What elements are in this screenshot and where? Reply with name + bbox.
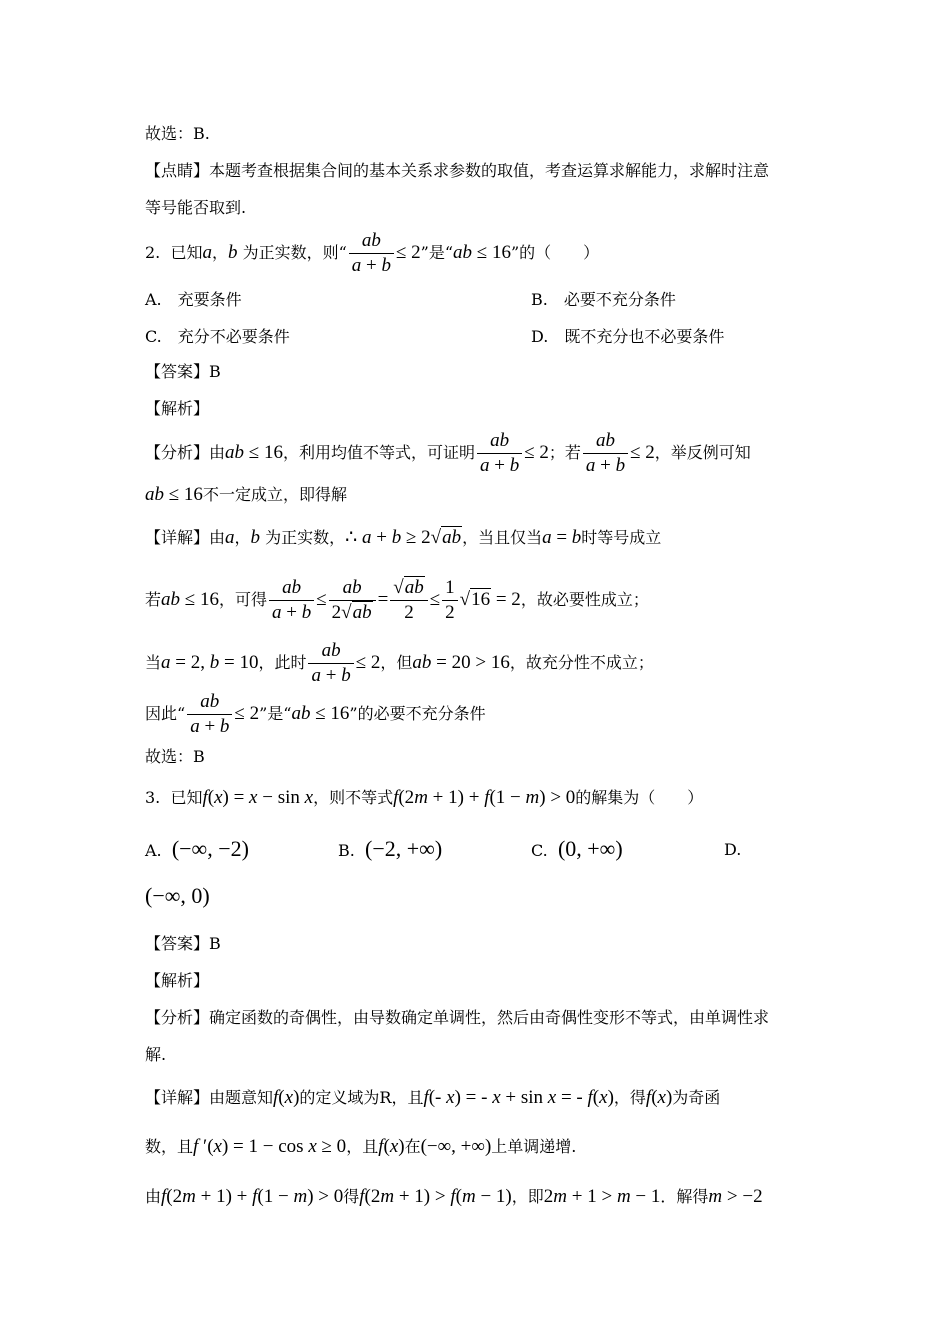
analysis-line: 【分析】确定函数的奇偶性，由导数确定单调性，然后由奇偶性变形不等式，由单调性求	[145, 1008, 770, 1027]
option-d: D. 既不充分也不必要条件	[531, 327, 725, 346]
option-d-value: (−∞, 0)	[145, 883, 210, 908]
detail-line: 【详解】由题意知f(x)的定义域为R，且f(- x) = - x + sin x = - f(x)，得f(x)为奇函	[145, 1087, 721, 1108]
detail-line: 当a = 2, b = 10，此时 $\frac{ab}{a + b}$ ≤ 2，但ab = 20 > 16，故充分性不成立；	[145, 640, 654, 686]
option-d: D.	[724, 840, 742, 859]
text-line: 【点睛】本题考查根据集合间的基本关系求参数的取值，考查运算求解能力，求解时注意	[145, 161, 770, 180]
text-line: 故选：B	[145, 747, 205, 766]
analysis-line: 【分析】由ab ≤ 16，利用均值不等式，可证明 $\frac{ab}{a + b}$ ≤ 2；若 $\frac{ab}{a + b}$ ≤ 2，举反例可知	[145, 430, 751, 476]
analysis-line: 解.	[145, 1045, 167, 1064]
option-a: A. (−∞, −2)	[145, 836, 249, 861]
detail-line: 因此“ $\frac{ab}{a + b}$ ≤ 2”是“ab ≤ 16”的必要不充分条件	[145, 691, 486, 737]
analysis-line: ab ≤ 16不一定成立，即得解	[145, 484, 347, 505]
option-a: A. 充要条件	[145, 290, 242, 309]
option-c: C. 充分不必要条件	[145, 327, 290, 346]
text-line: 等号能否取到.	[145, 198, 247, 217]
option-b: B. (−2, +∞)	[338, 836, 443, 861]
answer-label: 【答案】B	[145, 362, 221, 381]
detail-line: 若ab ≤ 16，可得 $\frac{ab}{a + b}$ ≤ $\frac{ab}{2√ab}$ = $\frac{√ab}{2}$ ≤ $\frac{1}{2}$ √16 = 2，故必要性成立；	[145, 577, 649, 623]
question-3-stem: 3. 已知f(x) = x − sin x，则不等式f(2m + 1) + f(1 − m) > 0的解集为（ ）	[145, 787, 704, 808]
detail-line: 【详解】由a，b 为正实数，∴ a + b ≥ 2√ab，当且仅当a = b时等号成立	[145, 527, 662, 548]
analysis-label: 【解析】	[145, 971, 210, 990]
analysis-label: 【解析】	[145, 399, 210, 418]
question-2-stem: 2. 已知a，b 为正实数，则“ $\frac{ab}{a + b}$ ≤ 2”是“ab ≤ 16”的（ ）	[145, 230, 600, 276]
text-line: 故选：B.	[145, 124, 210, 143]
option-b: B. 必要不充分条件	[531, 290, 676, 309]
answer-label: 【答案】B	[145, 934, 221, 953]
detail-line: 由f(2m + 1) + f(1 − m) > 0得f(2m + 1) > f(m − 1)，即2m + 1 > m − 1．解得m > −2	[145, 1186, 763, 1207]
option-c: C. (0, +∞)	[531, 836, 623, 861]
detail-line: 数，且f ′(x) = 1 − cos x ≥ 0，且f(x)在(−∞, +∞)上单调递增.	[145, 1136, 577, 1157]
